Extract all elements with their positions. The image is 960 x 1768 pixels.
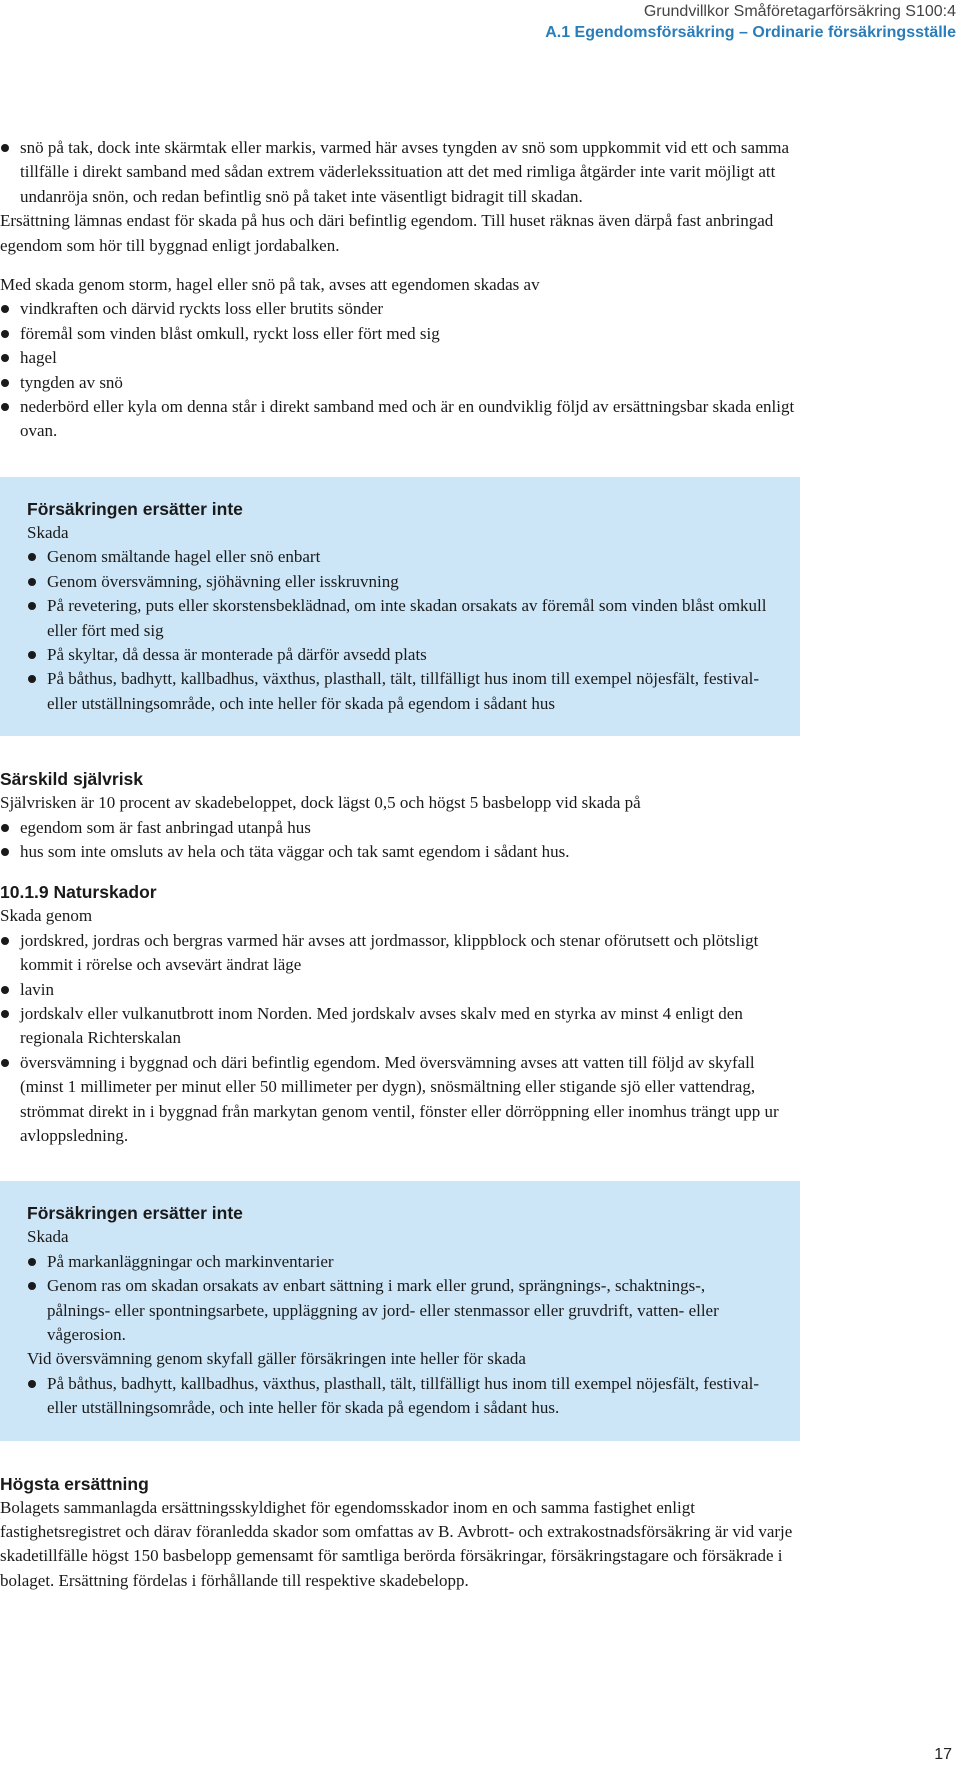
- list-item: lavin: [0, 978, 800, 1002]
- list-item: vindkraften och därvid ryckts loss eller brutits sönder: [0, 297, 800, 321]
- list-item: översvämning i byggnad och däri befintlig egendom. Med översvämning avses att vatten till följd av skyfall (minst 1 millimeter per minut eller 50 millimeter per dygn), snösmältning eller stigande sjö eller vattendrag, strömmat direkt in i byggnad från markytan genom ventil, fönster eller dörröppning eller inomhus trängt upp ur avloppsledning.: [0, 1051, 800, 1149]
- list-item: På båthus, badhytt, kallbadhus, växthus, plasthall, tält, tillfälligt hus inom till exempel nöjesfält, festival- eller utställningsområde, och inte heller för skada på egendom i sådant hus.: [27, 1372, 770, 1421]
- list-item: På markanläggningar och markinventarier: [27, 1250, 770, 1274]
- list-item: jordskred, jordras och bergras varmed här avses att jordmassor, klippblock och stenar oförutsett och plötsligt kommit i rörelse och avsevärt ändrat läge: [0, 929, 800, 978]
- list-item: På båthus, badhytt, kallbadhus, växthus, plasthall, tält, tillfälligt hus inom till exempel nöjesfält, festival- eller utställningsområde, och inte heller för skada på egendom i sådant hus: [27, 667, 770, 716]
- page-content: [0, 136, 800, 1593]
- storm-list: [0, 297, 800, 443]
- list-item: föremål som vinden blåst omkull, ryckt loss eller fört med sig: [0, 322, 800, 346]
- list-item: Genom översvämning, sjöhävning eller isskruvning: [27, 570, 770, 594]
- list-item: nederbörd eller kyla om denna står i direkt samband med och är en oundviklig följd av ersättningsbar skada enligt ovan.: [0, 395, 800, 444]
- flood-lead: Vid översvämning genom skyfall gäller försäkringen inte heller för skada: [27, 1349, 526, 1369]
- list-item: tyngden av snö: [0, 371, 800, 395]
- box-title: Försäkringen ersätter inte: [27, 498, 243, 519]
- box-subtitle: Skada: [27, 1227, 69, 1247]
- section-title-deductible: Särskild självrisk: [0, 769, 144, 790]
- exclusions-box-storm: [0, 477, 800, 736]
- deductible-lead: Självrisken är 10 procent av skadebeloppet, dock lägst 0,5 och högst 5 basbelopp vid skada på: [0, 793, 641, 813]
- list-item: jordskalv eller vulkanutbrott inom Norden. Med jordskalv avses skalv med en styrka av minst 4 enligt den regionala Richterskalan: [0, 1002, 800, 1051]
- box-subtitle: Skada: [27, 522, 69, 542]
- max-compensation-text: Bolagets sammanlagda ersättningsskyldighet för egendomsskador inom en och samma fastighet enligt fastighetsregistret och därav föranledda skador som omfattas av B. Avbrott- och extrakostnadsförsäkring är vid varje skadetillfälle högst 150 basbelopp gemensamt för samtliga berörda försäkringar, försäkringstagare och försäkrade i bolaget. Ersättning fördelas i förhållande till respektive skadebelopp.: [0, 1497, 793, 1590]
- list-item: hus som inte omsluts av hela och täta väggar och tak samt egendom i sådant hus.: [0, 840, 800, 864]
- list-item: På skyltar, då dessa är monterade på därför avsedd plats: [27, 643, 770, 667]
- section-title-max-compensation: Högsta ersättning: [0, 1473, 149, 1494]
- list-item: På revetering, puts eller skorstensbeklädnad, om inte skadan orsakats av föremål som vinden blåst omkull eller fört med sig: [27, 594, 770, 643]
- bullet-snow-on-roof: snö på tak, dock inte skärmtak eller markis, varmed här avses tyngden av snö som uppkommit vid ett och samma tillfälle i direkt samband med sådan extrem väderlekssituation att det med rimliga åtgärder inte varit möjligt att undanröja snön, och redan befintlig snö på taket inte väsentligt bidragit till skadan.: [0, 136, 800, 209]
- natural-lead: Skada genom: [0, 906, 93, 926]
- section-title-natural-damage: 10.1.9 Naturskador: [0, 882, 157, 903]
- list-item: Genom ras om skadan orsakats av enbart sättning i mark eller grund, sprängnings-, schaktnings-, pålnings- eller spontningsarbete, uppläggning av jord- eller stenmassor eller gruvdrift, vatten- eller vågerosion.: [27, 1274, 770, 1347]
- box-title: Försäkringen ersätter inte: [27, 1203, 243, 1224]
- header-document-title: Grundvillkor Småföretagarförsäkring S100:4: [643, 3, 956, 20]
- page-number: 17: [934, 1746, 952, 1763]
- list-item: Genom smältande hagel eller snö enbart: [27, 545, 770, 569]
- list-item: hagel: [0, 346, 800, 370]
- list-item: egendom som är fast anbringad utanpå hus: [0, 816, 800, 840]
- page-header: [545, 2, 956, 44]
- storm-lead: Med skada genom storm, hagel eller snö på tak, avses att egendomen skadas av: [0, 275, 540, 295]
- compensation-paragraph: Ersättning lämnas endast för skada på hus och däri befintlig egendom. Till huset räknas även därpå fast anbringad egendom som hör till byggnad enligt jordabalken.: [0, 211, 774, 255]
- header-section-title: A.1 Egendomsförsäkring – Ordinarie försäkringsställe: [545, 24, 956, 41]
- exclusions-box-natural: [0, 1181, 800, 1440]
